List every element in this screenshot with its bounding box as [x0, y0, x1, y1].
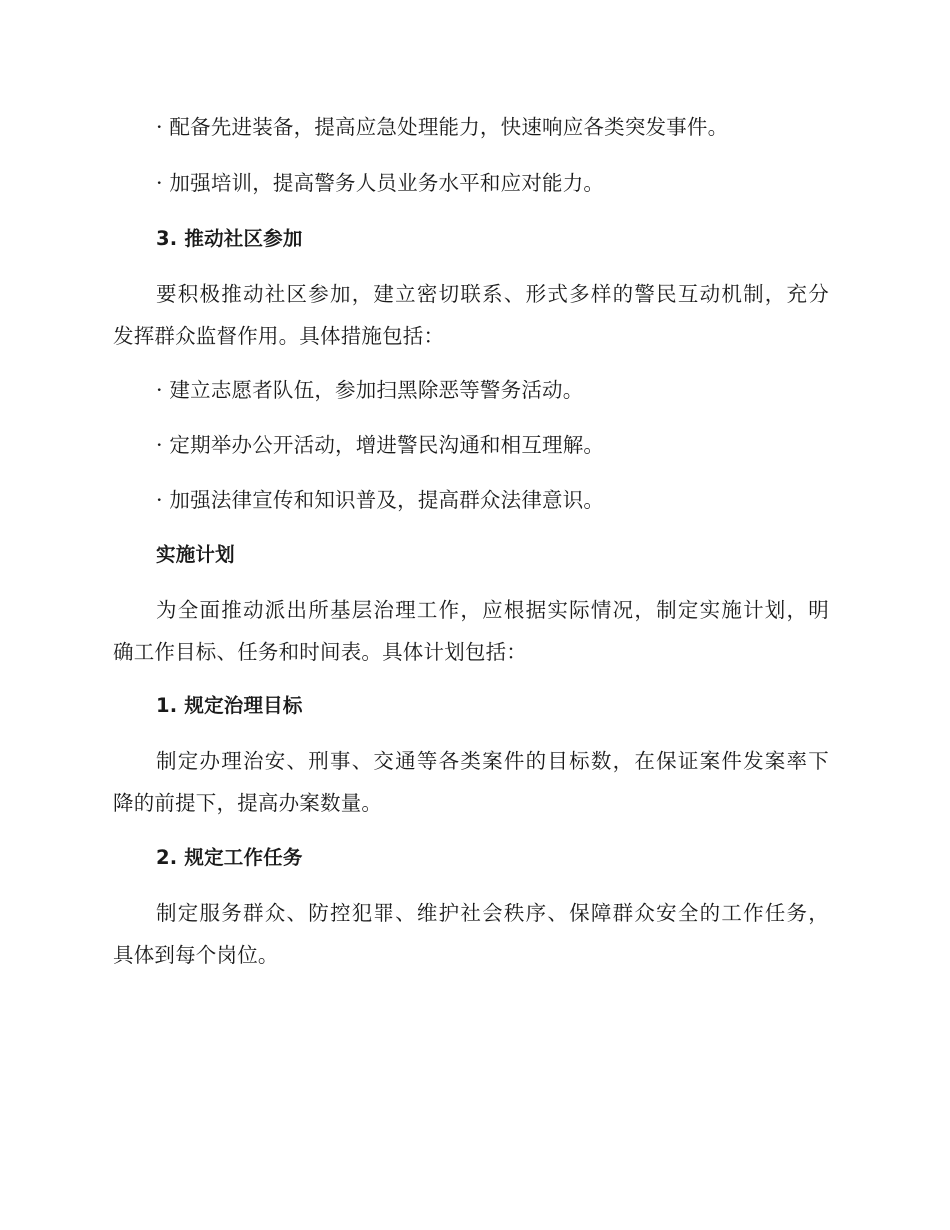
section-heading: 实施计划 — [156, 543, 235, 566]
paragraph-line: 要积极推动社区参加，建立密切联系、形式多样的警民互动机制，充分 — [156, 282, 829, 306]
bullet-item: · 加强法律宣传和知识普及，提高群众法律意识。 — [156, 488, 605, 512]
paragraph-line: 发挥群众监督作用。具体措施包括： — [113, 324, 445, 348]
section-heading: 1. 规定治理目标 — [156, 694, 303, 717]
bullet-item: · 配备先进装备，提高应急处理能力，快速响应各类突发事件。 — [156, 115, 729, 139]
paragraph-line: 制定办理治安、刑事、交通等各类案件的目标数，在保证案件发案率下 — [156, 749, 829, 773]
section-heading: 3. 推动社区参加 — [156, 227, 303, 250]
paragraph-line: 确工作目标、任务和时间表。具体计划包括： — [113, 640, 527, 664]
bullet-item: · 建立志愿者队伍，参加扫黑除恶等警务活动。 — [156, 378, 584, 402]
bullet-item: · 加强培训，提高警务人员业务水平和应对能力。 — [156, 171, 605, 195]
paragraph-line: 具体到每个岗位。 — [113, 943, 279, 967]
paragraph-line: 降的前提下，提高办案数量。 — [113, 791, 383, 815]
bullet-item: · 定期举办公开活动，增进警民沟通和相互理解。 — [156, 433, 605, 457]
paragraph-line: 制定服务群众、防控犯罪、维护社会秩序、保障群众安全的工作任务， — [156, 901, 829, 925]
paragraph-line: 为全面推动派出所基层治理工作，应根据实际情况，制定实施计划，明 — [156, 598, 829, 622]
section-heading: 2. 规定工作任务 — [156, 846, 303, 869]
